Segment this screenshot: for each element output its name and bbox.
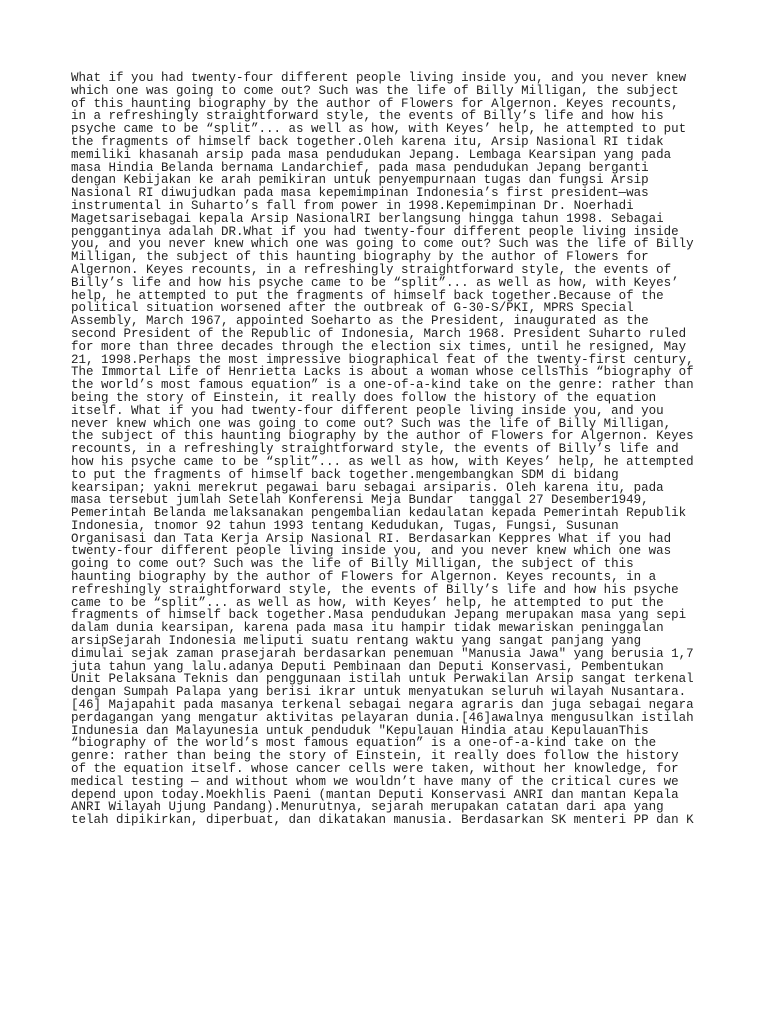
text-line: 21, 1998.Perhaps the most impressive biographical feat of the twenty-first century, [71,352,694,367]
text-line: how his psyche came to be “split”... as well as how, with Keyes’ help, he attempted [71,454,694,469]
text-line: to put the fragments of himself back together.mengembangkan SDM di bidang [71,467,619,482]
text-line: arsipSejarah Indonesia meliputi suatu rentang waktu yang sangat panjang yang [71,634,642,649]
text-line: the subject of this haunting biography by the author of Flowers for Algernon. Keyes [71,429,694,444]
text-line: dalam dunia kearsipan, karena pada masa itu hampir tidak mewariskan peninggalan [71,621,664,636]
text-line: juta tahun yang lalu.adanya Deputi Pembinaan dan Deputi Konservasi, Pembentukan [71,659,664,674]
text-line: Unit Pelaksana Teknis dan penggunaan istilah untuk Perwakilan Arsip sangat terkenal [71,672,694,687]
text-line: for more than three decades through the election six times, until he resigned, May [71,339,687,354]
text-line: fragments of himself back together.Masa pendudukan Jepang merupakan masa yang sepi [71,608,687,623]
text-line: you, and you never knew which one was going to come out? Such was the life of Billy [71,237,694,252]
text-line: dengan Sumpah Palapa yang berisi ikrar untuk menyatukan seluruh wilayah Nusantara. [71,685,687,700]
text-line: help, he attempted to put the fragments of himself back together.Because of the [71,288,664,303]
text-line: penggantinya adalah DR.What if you had twenty-four different people living inside [71,224,679,239]
text-line: refreshingly straightforward style, the events of Billy’s life and how his psyche [71,582,679,597]
text-line: political situation worsened after the outbreak of G-30-S/PKI, MPRS Special [71,301,634,316]
text-line: telah dipikirkan, diperbuat, dan dikatakan manusia. Berdasarkan SK menteri PP dan K [71,813,694,828]
text-line: recounts, in a refreshingly straightforward style, the events of Billy’s life and [71,442,679,457]
text-line: Magetsarisebagai kepala Arsip NasionalRI berlangsung hingga tahun 1998. Sebagai [71,211,664,226]
text-line: ANRI Wilayah Ujung Pandang).Menurutnya, sejarah merupakan catatan dari apa yang [71,800,664,815]
text-line: the fragments of himself back together.Oleh karena itu, Arsip Nasional RI tidak [71,134,664,149]
text-line: Organisasi dan Tata Kerja Arsip Nasional RI. Berdasarkan Keppres What if you had [71,531,672,546]
text-line: the world’s most famous equation” is a one-of-a-kind take on the genre: rather than [71,378,694,393]
text-line: haunting biography by the author of Flowers for Algernon. Keyes recounts, in a [71,570,657,585]
text-line: perdagangan yang mengatur aktivitas pelayaran dunia.[46]awalnya mengusulkan istilah [71,710,694,725]
text-line: Billy’s life and how his psyche came to be “split”... as well as how, with Keyes’ [71,275,679,290]
text-line: “biography of the world’s most famous equation” is a one-of-a-kind take on the [71,736,657,751]
text-line: of this haunting biography by the author of Flowers for Algernon. Keyes recounts, [71,96,679,111]
text-line: came to be “split”... as well as how, with Keyes’ help, he attempted to put the [71,595,664,610]
text-line: Indonesia, tnomor 92 tahun 1993 tentang Kedudukan, Tugas, Fungsi, Susunan [71,518,619,533]
text-line: masa Hindia Belanda bernama Landarchief, pada masa pendudukan Jepang berganti [71,160,649,175]
text-line: Nasional RI diwujudkan pada masa kepemimpinan Indonesia’s first president—was [71,186,649,201]
text-line: which one was going to come out? Such was the life of Billy Milligan, the subject [71,83,679,98]
body-text [71,72,711,827]
text-line: depend upon today.Moekhlis Paeni (mantan Deputi Konservasi ANRI dan mantan Kepala [71,787,679,802]
text-line: Indunesia dan Malayunesia untuk penduduk "Kepulauan Hindia atau KepulauanThis [71,723,649,738]
text-line: kearsipan; yakni merekrut pegawai baru sebagai arsiparis. Oleh karena itu, pada [71,480,664,495]
text-line: dengan Kebijakan ke arah pemikiran untuk penyempurnaan tugas dan fungsi Arsip [71,173,649,188]
text-line: psyche came to be “split”... as well as how, with Keyes’ help, he attempted to put [71,122,687,137]
text-line: of the equation itself. whose cancer cells were taken, without her knowledge, for [71,762,679,777]
text-line: being the story of Einstein, it really does follow the history of the equation [71,390,657,405]
text-line: Assembly, March 1967, appointed Soeharto as the President, inaugurated as the [71,314,649,329]
text-line: never knew which one was going to come out? Such was the life of Billy Milligan, [71,416,672,431]
text-line: itself. What if you had twenty-four different people living inside you, and you [71,403,664,418]
text-line: memiliki khasanah arsip pada masa pendudukan Jepang. Lembaga Kearsipan yang pada [71,147,672,162]
text-line: Milligan, the subject of this haunting biography by the author of Flowers for [71,250,649,265]
text-line: Algernon. Keyes recounts, in a refreshingly straightforward style, the events of [71,262,672,277]
text-line: [46] Majapahit pada masanya terkenal sebagai negara agraris dan juga sebagai negara [71,698,694,713]
text-line: second President of the Republic of Indonesia, March 1968. President Suharto ruled [71,326,687,341]
text-line: genre: rather than being the story of Einstein, it really does follow the history [71,749,679,764]
text-line: in a refreshingly straightforward style, the events of Billy’s life and how his [71,109,664,124]
text-line: Pemerintah Belanda melaksanakan pengembalian kedaulatan kepada Pemerintah Republik [71,506,687,521]
text-line: dimulai sejak zaman prasejarah berdasarkan penemuan "Manusia Jawa" yang berusia 1,7 [71,646,694,661]
text-line: instrumental in Suharto’s fall from power in 1998.Kepemimpinan Dr. Noerhadi [71,198,634,213]
text-line: going to come out? Such was the life of Billy Milligan, the subject of this [71,557,634,572]
text-line: The Immortal Life of Henrietta Lacks is about a woman whose cellsThis “biography of [71,365,694,380]
text-line: masa tersebut jumlah Setelah Konferensi Meja Bundar tanggal 27 Desember1949, [71,493,649,508]
text-line: What if you had twenty-four different people living inside you, and you never knew [71,71,687,85]
text-line: twenty-four different people living inside you, and you never knew which one was [71,544,672,559]
text-line: medical testing — and without whom we wouldn’t have many of the critical cures we [71,774,679,789]
